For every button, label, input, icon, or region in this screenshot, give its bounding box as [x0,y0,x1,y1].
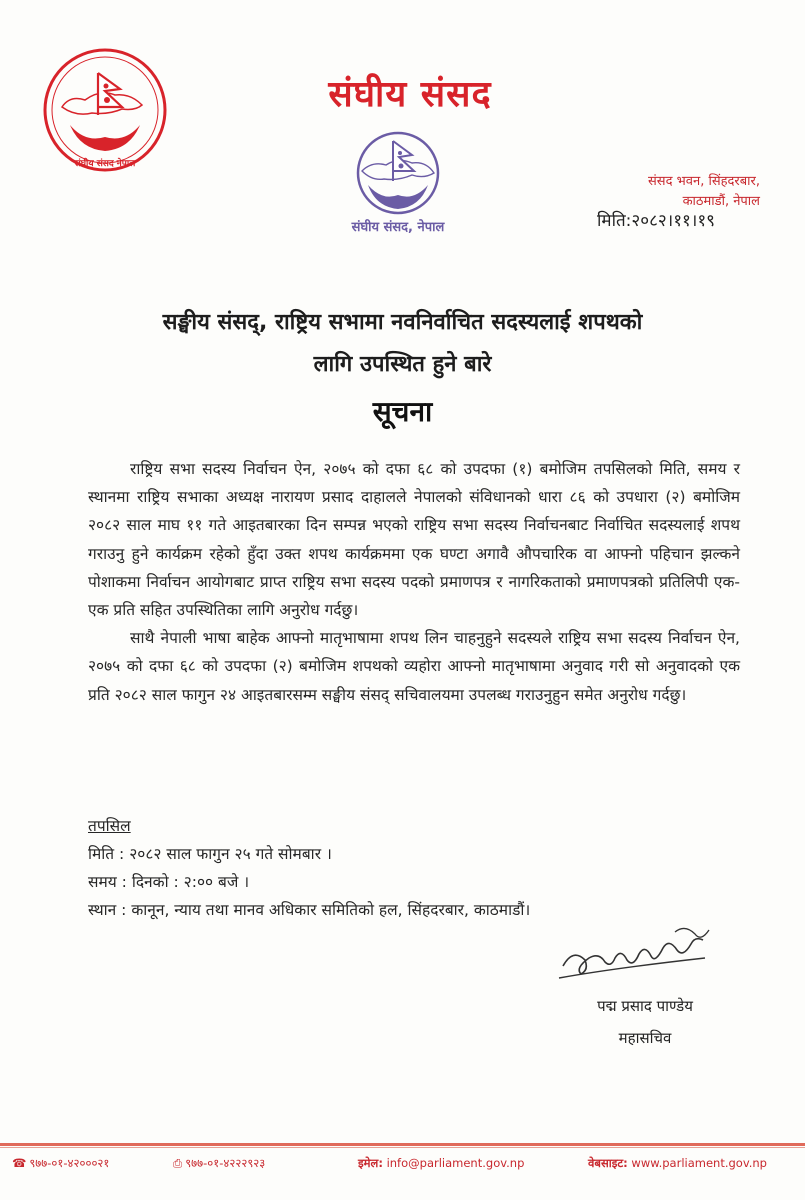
notice-body [88,455,740,709]
title-line-1: सङ्घीय संसद्, राष्ट्रिय सभामा नवनिर्वाचित सदस्यलाई शपथको [162,310,643,335]
document-title [60,302,745,386]
email-address[interactable]: info@parliament.gov.np [386,1156,525,1170]
schedule-venue: स्थान : कानून, न्याय तथा मानव अधिकार समितिको हल, सिंहदरबार, काठमाडौं। [88,901,531,919]
schedule-time: समय : दिनको : २:०० बजे । [88,873,250,891]
header-title: संघीय संसद [328,74,492,115]
signatory-designation: महासचिव [618,1029,672,1047]
schedule-heading: तपसिल [88,817,131,835]
office-address [648,172,760,212]
website-link[interactable]: www.parliament.gov.np [631,1156,767,1170]
schedule-date: मिति : २०८२ साल फागुन २५ गते सोमबार । [88,845,332,863]
parliament-seal-red-logo [40,45,170,175]
address-line-1: संसद भवन, सिंहदरबार, [648,174,760,189]
letterhead-footer [0,1152,805,1176]
signatory-name: पद्म प्रसाद पाण्डेय [597,997,693,1015]
footer-email [358,1156,524,1171]
footer-divider-thin [0,1147,805,1148]
footer-divider [0,1143,805,1146]
footer-phone [12,1156,109,1171]
phone-number: ९७७-०१-४२०००२१ [29,1156,110,1170]
svg-text:संघीय संसद नेपाल: संघीय संसद नेपाल [74,159,136,169]
body-paragraph-2: साथै नेपाली भाषा बाहेक आफ्नो मातृभाषामा शपथ लिन चाहनुहुने सदस्यले राष्ट्रिय सभा सदस्य निर्वाचन ऐन, २०७५ को दफा ६८ को उपदफा (२) बमोजिम शपथको व्यहोरा आफ्नो मातृभाषामा अनुवाद गरी सो अनुवादको एक प्रति २०८२ साल फागुन २४ आइतबारसम्म सङ्घीय संसद् सचिवालयमा उपलब्ध गराउनुहुन समेत अनुरोध गर्दछु। [88,629,740,704]
parliament-seal-purple-logo [338,125,458,245]
notice-heading: सूचना [372,395,433,428]
body-paragraph-1: राष्ट्रिय सभा सदस्य निर्वाचन ऐन, २०७५ को दफा ६८ को उपदफा (१) बमोजिम तपसिलको मिति, समय र स्थानमा राष्ट्रिय सभाका अध्यक्ष नारायण प्रसाद दाहालले नेपालको संविधानको धारा ८६ को उपधारा (२) बमोजिम २०८२ साल माघ ११ गते आइतबारका दिन सम्पन्न भएको राष्ट्रिय सभा सदस्य निर्वाचनबाट निर्वाचित सदस्यलाई शपथ गराउनु हुने कार्यक्रम रहेको हुँदा उक्त शपथ कार्यक्रममा एक घण्टा अगावै औपचारिक वा आफ्नो पहिचान झल्कने पोशाकमा निर्वाचन आयोगबाट प्राप्त राष्ट्रिय सभा सदस्य पदको प्रमाणपत्र र नागरिकताको प्रमाणपत्रको प्रतिलिपी एक-एक प्रति सहित उपस्थितिका लागि अनुरोध गर्दछु। [88,460,740,620]
date-label: मिति: [597,211,632,231]
fax-icon: ⎙ [173,1156,183,1170]
signatory-block [560,990,730,1054]
svg-text:संघीय संसद, नेपाल: संघीय संसद, नेपाल [351,220,445,235]
fax-number: ९७७-०१-४२२२९२३ [185,1156,266,1170]
title-line-2: लागि उपस्थित हुने बारे [313,352,492,377]
schedule-section [88,812,728,924]
date-value: २०८२।११।१९ [631,211,715,231]
footer-fax [173,1156,265,1171]
issue-date [597,208,715,231]
phone-icon: ☎ [12,1156,27,1170]
website-label: वेबसाइट: [588,1156,628,1170]
email-label: इमेल: [358,1156,383,1170]
footer-website [588,1156,767,1171]
handwritten-signature [555,918,715,988]
address-line-2: काठमाडौं, नेपाल [682,194,760,209]
